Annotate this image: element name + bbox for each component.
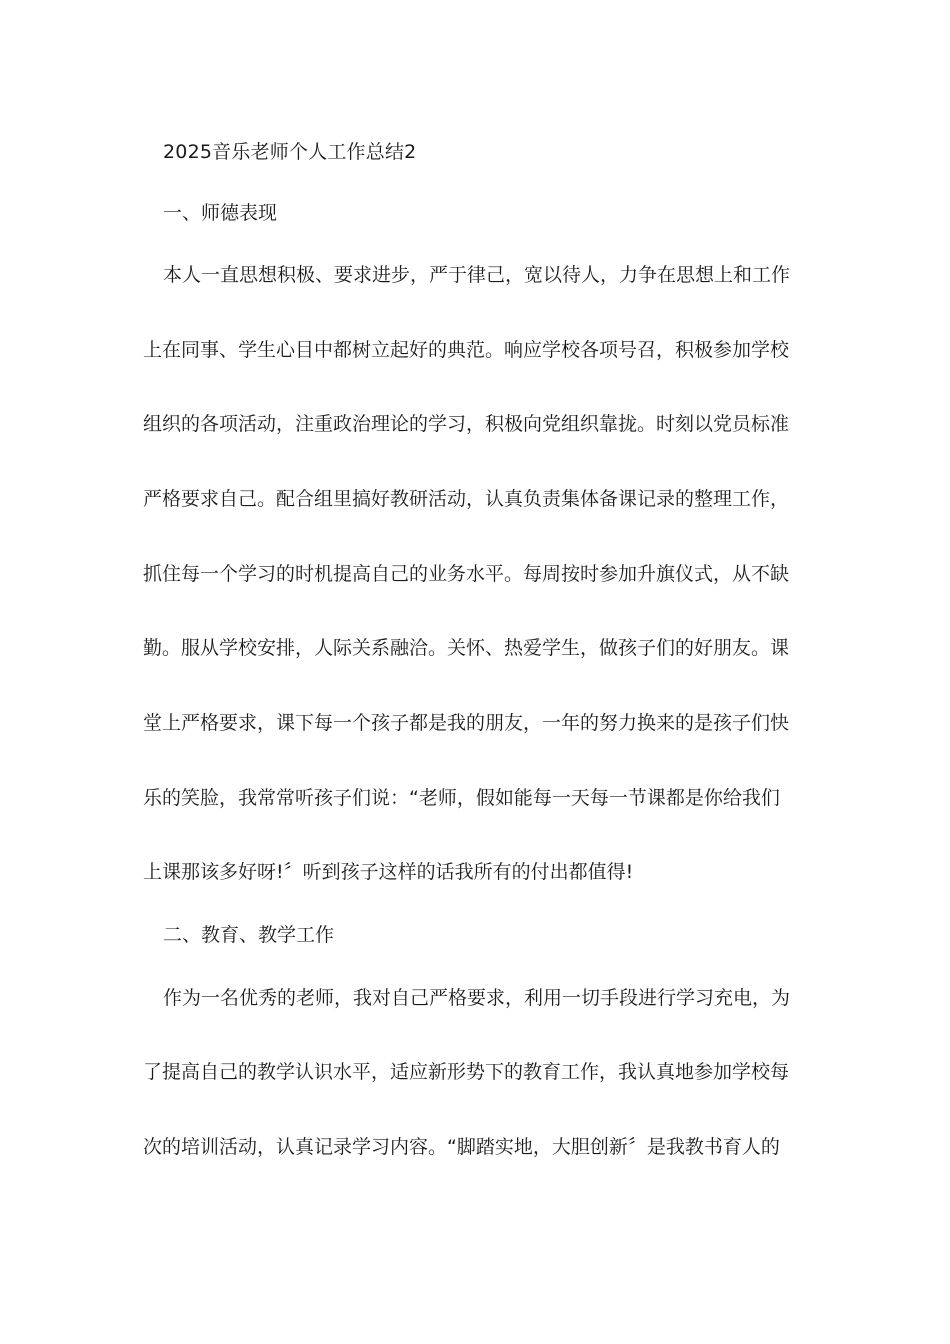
section-heading-teaching: 二、教育、教学工作	[163, 924, 335, 946]
document-title: 2025音乐老师个人工作总结2	[163, 141, 417, 163]
paragraph-line: 抓住每一个学习的时机提高自己的业务水平。每周按时参加升旗仪式，从不缺	[143, 563, 790, 585]
paragraph-line: 了提高自己的教学认识水平，适应新形势下的教育工作，我认真地参加学校每	[143, 1061, 790, 1083]
paragraph-line: 严格要求自己。配合组里搞好教研活动，认真负责集体备课记录的整理工作，	[143, 488, 790, 510]
paragraph-line: 作为一名优秀的老师，我对自己严格要求，利用一切手段进行学习充电，为	[163, 987, 791, 1009]
paragraph-line: 堂上严格要求，课下每一个孩子都是我的朋友，一年的努力换来的是孩子们快	[143, 712, 790, 734]
paragraph-line: 本人一直思想积极、要求进步，严于律己，宽以待人，力争在思想上和工作	[163, 264, 791, 286]
paragraph-line: 勤。服从学校安排，人际关系融洽。关怀、热爱学生，做孩子们的好朋友。课	[143, 637, 790, 659]
section-heading-ethics: 一、师德表现	[163, 202, 278, 224]
paragraph-line: 次的培训活动，认真记录学习内容。“脚踏实地，大胆创新〞是我教书育人的	[143, 1136, 780, 1158]
paragraph-line: 上课那该多好呀!〞听到孩子这样的话我所有的付出都值得!	[143, 861, 634, 883]
paragraph-line: 乐的笑脸，我常常听孩子们说：“老师，假如能每一天每一节课都是你给我们	[143, 787, 780, 809]
paragraph-line: 上在同事、学生心目中都树立起好的典范。响应学校各项号召，积极参加学校	[143, 339, 790, 361]
paragraph-line: 组织的各项活动，注重政治理论的学习，积极向党组织靠拢。时刻以党员标准	[143, 413, 790, 435]
